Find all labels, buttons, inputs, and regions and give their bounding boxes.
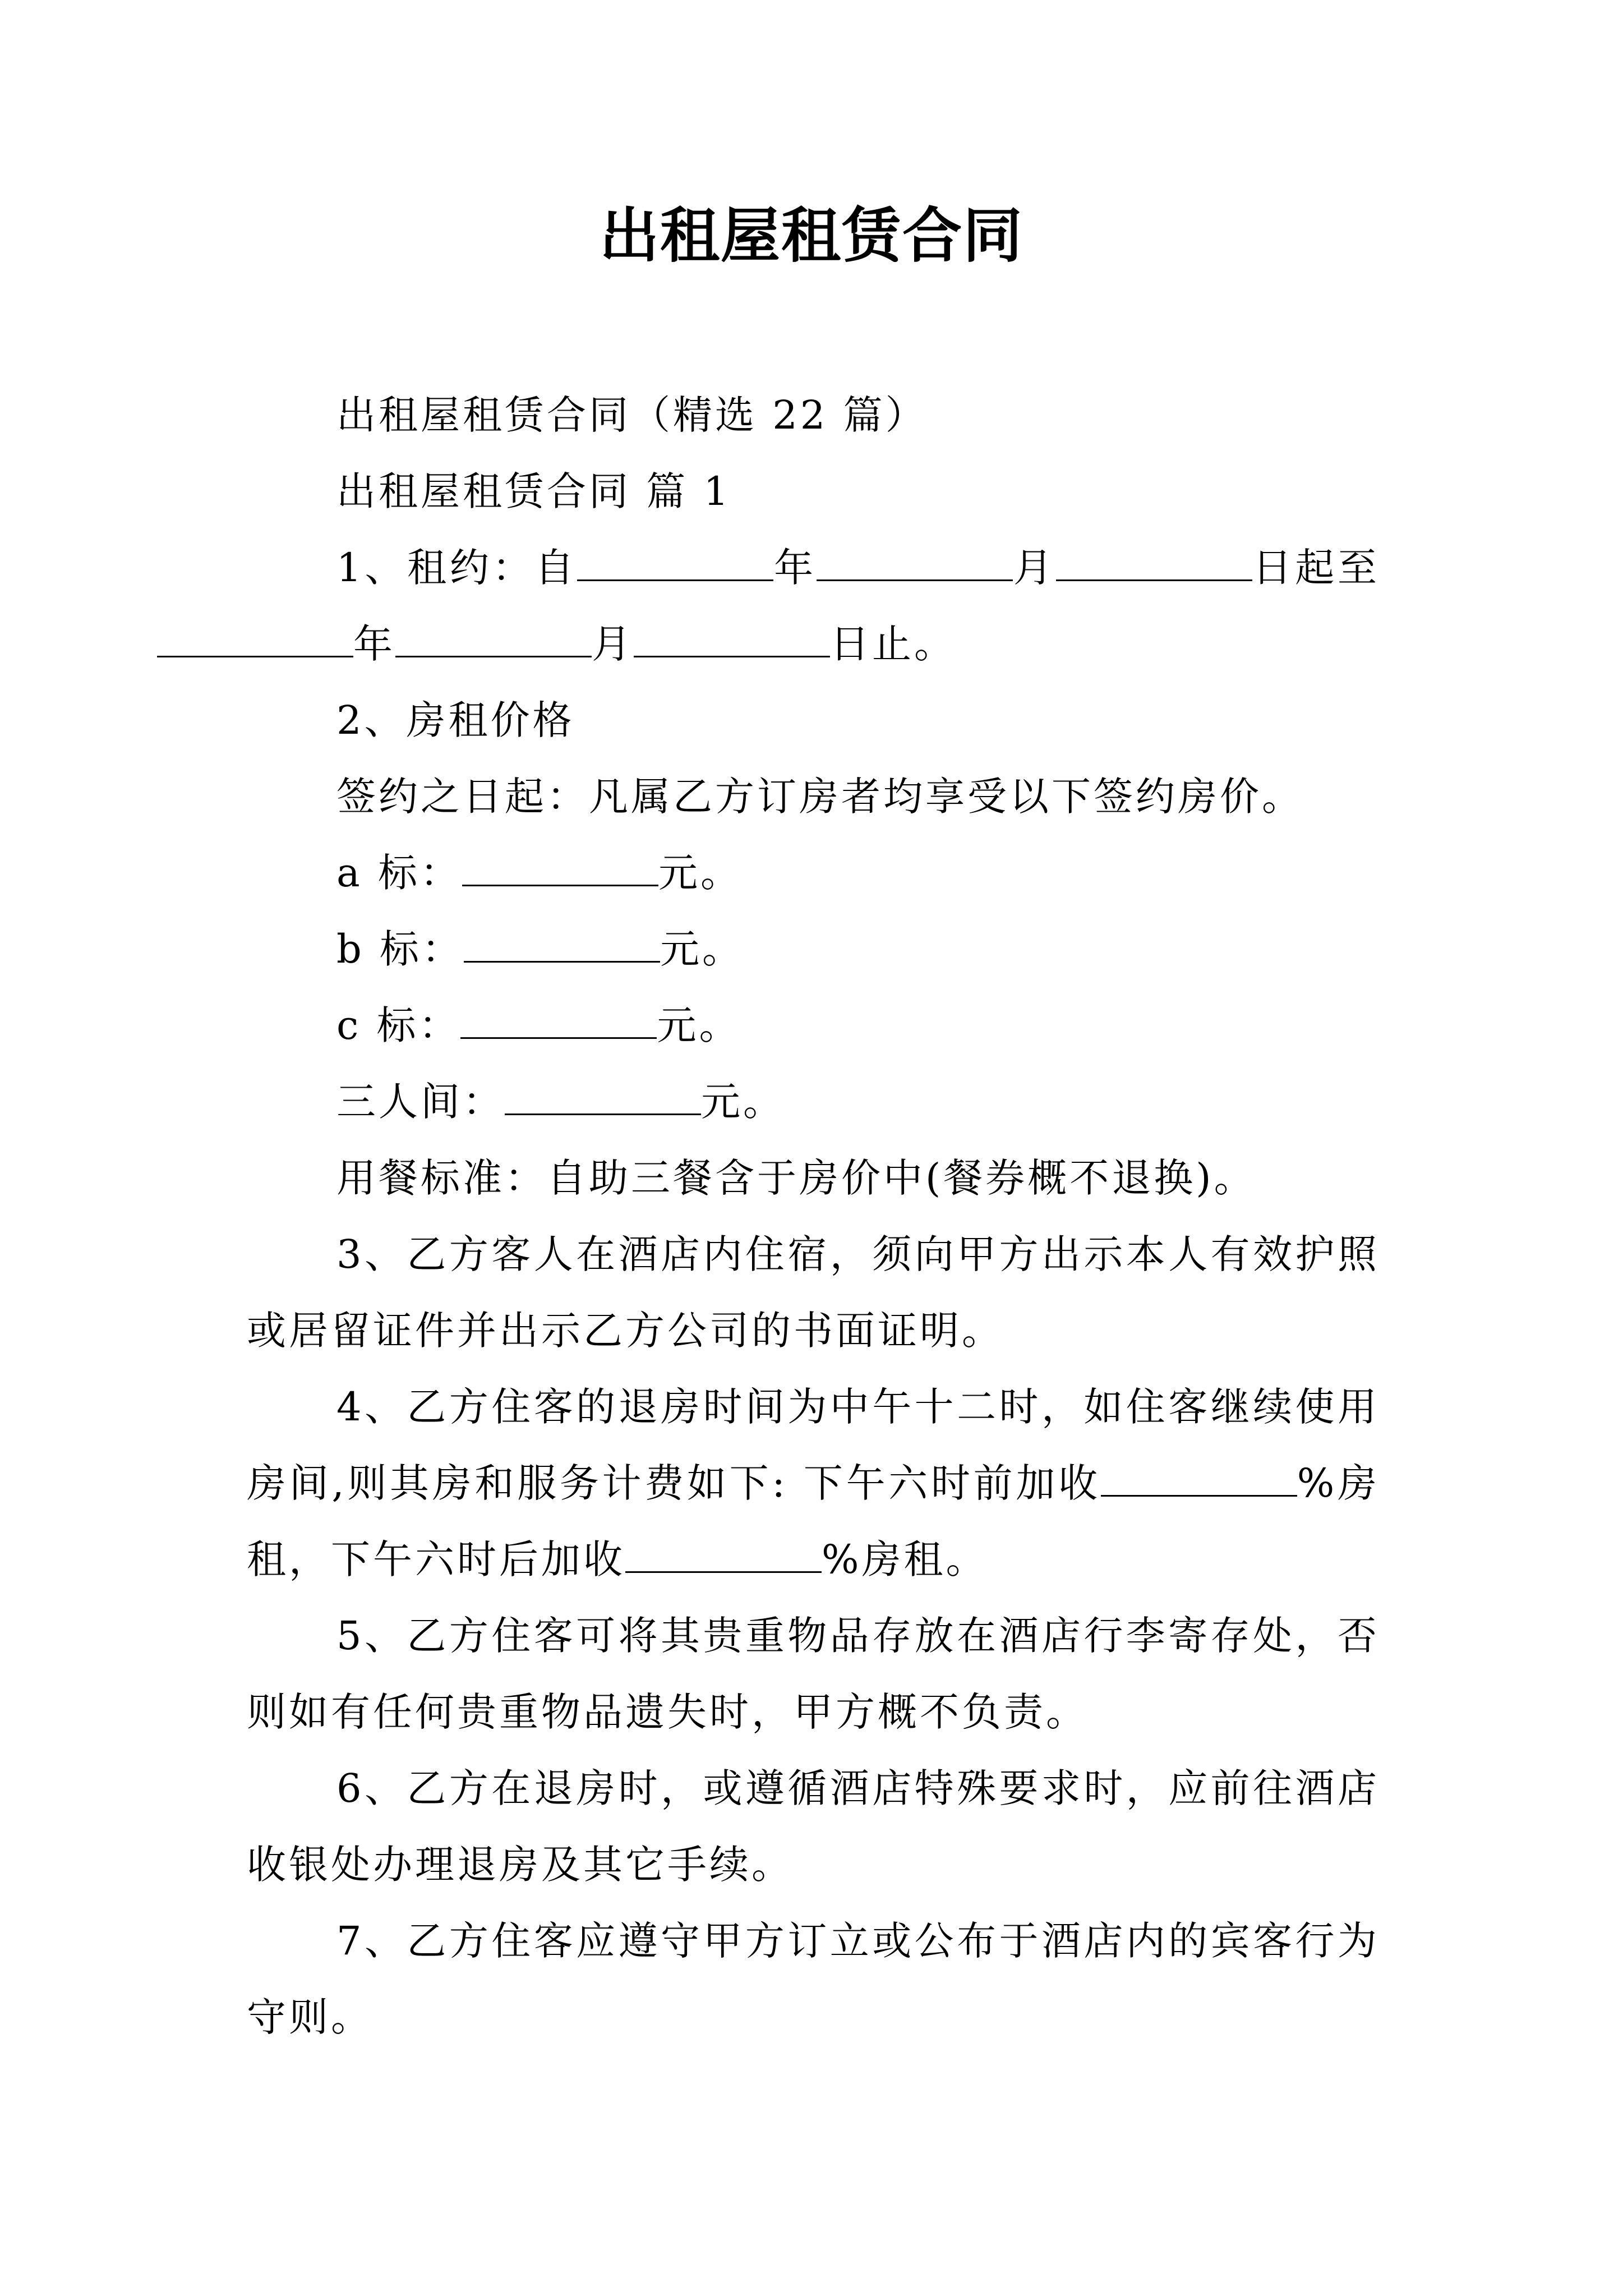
rate-b-label: b 标： <box>336 926 464 972</box>
clause-1 <box>247 530 1380 682</box>
subtitle: 出租屋租赁合同（精选 22 篇） <box>336 392 928 438</box>
blank-after-six-percent <box>625 1536 822 1573</box>
blank-rate-c <box>460 1002 657 1039</box>
blank-start-day <box>1056 545 1252 581</box>
blank-end-year <box>157 621 353 657</box>
clause-1-text-c: 月 <box>1012 545 1056 591</box>
clause-1-text-b: 年 <box>773 545 817 591</box>
meal-standard: 用餐标准：自助三餐含于房价中(餐券概不退换)。 <box>336 1155 1256 1201</box>
blank-rate-triple <box>505 1079 701 1115</box>
section-heading: 出租屋租赁合同 篇 1 <box>336 468 732 514</box>
clause-1-text-a: 1、租约：自 <box>336 545 578 591</box>
clause-1-text-f: 月 <box>592 621 634 667</box>
clause-7: 7、乙方住客应遵守甲方订立或公布于酒店内的宾客行为守则。 <box>247 1918 1380 2040</box>
document-title: 出租屋租赁合同 <box>600 200 1023 270</box>
blank-rate-a <box>462 850 658 886</box>
clause-3: 3、乙方客人在酒店内住宿，须向甲方出示本人有效护照或居留证件并出示乙方公司的书面证明。 <box>247 1231 1380 1354</box>
blank-start-month <box>817 545 1013 581</box>
rate-c <box>247 987 1380 1064</box>
rate-triple-unit: 元。 <box>701 1079 785 1125</box>
rate-c-unit: 元。 <box>657 1002 741 1048</box>
document-body <box>247 377 1380 2055</box>
rate-triple-label: 三人间： <box>336 1079 505 1125</box>
blank-end-month <box>395 621 592 657</box>
clause-6: 6、乙方在退房时，或遵循酒店特殊要求时，应前往酒店收银处办理退房及其它手续。 <box>247 1765 1380 1888</box>
clause-5: 5、乙方住客可将其贵重物品存放在酒店行李寄存处，否则如有任何贵重物品遗失时，甲方概不负责。 <box>247 1613 1380 1735</box>
blank-before-six-percent <box>1101 1460 1297 1497</box>
rate-a <box>247 835 1380 911</box>
blank-start-year <box>577 545 773 581</box>
clause-1-text-g: 日止。 <box>830 621 956 667</box>
rate-a-unit: 元。 <box>658 850 743 896</box>
rate-a-label: a 标： <box>336 850 462 896</box>
rate-triple <box>247 1064 1380 1140</box>
blank-rate-b <box>464 926 660 963</box>
rate-b-unit: 元。 <box>660 926 745 972</box>
clause-4-text-a: 4、乙方住客的退房时间为中午十二时，如住客继续使用房间,则其房和服务计费如下: 下午六时前加收 <box>247 1384 1380 1506</box>
clause-2-intro: 签约之日起：凡属乙方订房者均享受以下签约房价。 <box>336 774 1304 820</box>
clause-4 <box>247 1369 1380 1598</box>
rate-b <box>247 911 1380 987</box>
blank-end-day <box>634 621 830 657</box>
clause-4-text-b: %房租，下午六时后加收 <box>247 1460 1380 1582</box>
clause-1-text-d: 日起至 <box>1252 545 1380 591</box>
clause-4-text-c: %房租。 <box>822 1536 988 1582</box>
clause-2-heading: 2、房租价格 <box>336 697 575 743</box>
rate-c-label: c 标： <box>336 1002 461 1048</box>
clause-1-text-e: 年 <box>353 621 395 667</box>
